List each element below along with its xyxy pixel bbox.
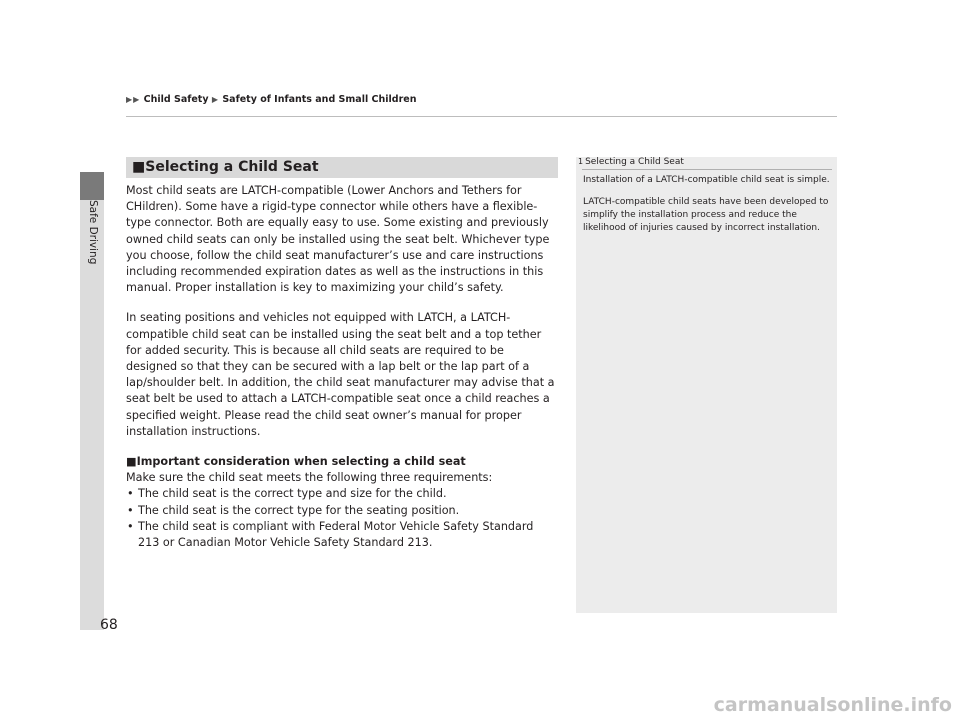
note-number: 1 — [578, 157, 584, 166]
list-item-text: The child seat is the correct type and size for the child. — [138, 487, 447, 501]
list-item-text: The child seat is compliant with Federal Motor Vehicle Safety Standard 213 or Canadian Motor Vehicle Safety Standard 213. — [138, 519, 534, 550]
subheading-text: Important consideration when selecting a child seat — [136, 455, 466, 469]
main-content — [126, 183, 558, 551]
black-square-icon: ■ — [126, 455, 137, 469]
requirements-intro: Make sure the child seat meets the following three requirements: — [126, 471, 493, 485]
list-item — [126, 503, 558, 519]
black-square-icon: ■ — [132, 159, 146, 175]
note-body — [583, 174, 831, 244]
triangle-right-icon: ▶ — [133, 95, 140, 104]
list-item-text: The child seat is the correct type for the seating position. — [138, 503, 460, 517]
watermark: carmanualsonline.info — [713, 694, 952, 716]
list-item — [126, 519, 558, 551]
note-title-text: Selecting a Child Seat — [585, 157, 684, 167]
bullet-icon: • — [127, 519, 134, 533]
list-item — [126, 486, 558, 502]
breadcrumb-item-safety-of-infants[interactable]: Safety of Infants and Small Children — [222, 94, 417, 105]
side-tab-marker — [80, 172, 104, 200]
triangle-right-icon: ▶ — [211, 95, 219, 104]
bullet-icon: • — [127, 487, 134, 501]
page-number: 68 — [100, 617, 118, 633]
triangle-right-icon: ▶ — [126, 95, 133, 104]
note-paragraph: Installation of a LATCH-compatible child seat is simple. — [583, 175, 830, 185]
note-divider — [582, 169, 832, 170]
section-heading: Selecting a Child Seat — [145, 159, 319, 175]
header-divider — [126, 116, 837, 117]
paragraph: Most child seats are LATCH-compatible (Lower Anchors and Tethers for CHildren). Some have a rigid-type connector while others have a flexible-type connector. Both are equally easy to use. Some existing and previously owned child seats can only be installed using the seat belt. Whichever type you choose, follow the child seat manufacturer’s use and care instructions including recommended expiration dates as well as the instructions in this manual. Proper installation is key to maximizing your child’s safety. — [126, 184, 550, 295]
breadcrumb-item-child-safety[interactable]: Child Safety — [143, 94, 209, 105]
breadcrumb — [126, 94, 416, 105]
side-tab-label: Safe Driving — [87, 200, 99, 265]
paragraph: In seating positions and vehicles not equipped with LATCH, a LATCH-compatible child seat can be installed using the seat belt and a top tether for added security. This is because all child seats are required to be designed so that they can be secured with a lap belt or the lap part of a lap/shoulder belt. In addition, the child seat manufacturer may advise that a seat belt be used to attach a LATCH-compatible seat once a child reaches a specified weight. Please read the child seat owner’s manual for proper installation instructions. — [126, 311, 555, 438]
note-title[interactable] — [578, 157, 684, 167]
section-heading-bar — [126, 157, 558, 178]
subheading — [126, 454, 558, 470]
note-paragraph: LATCH-compatible child seats have been developed to simplify the installation process and reduce the likelihood of injuries caused by incorrect installation. — [583, 197, 829, 233]
bullet-icon: • — [127, 503, 134, 517]
